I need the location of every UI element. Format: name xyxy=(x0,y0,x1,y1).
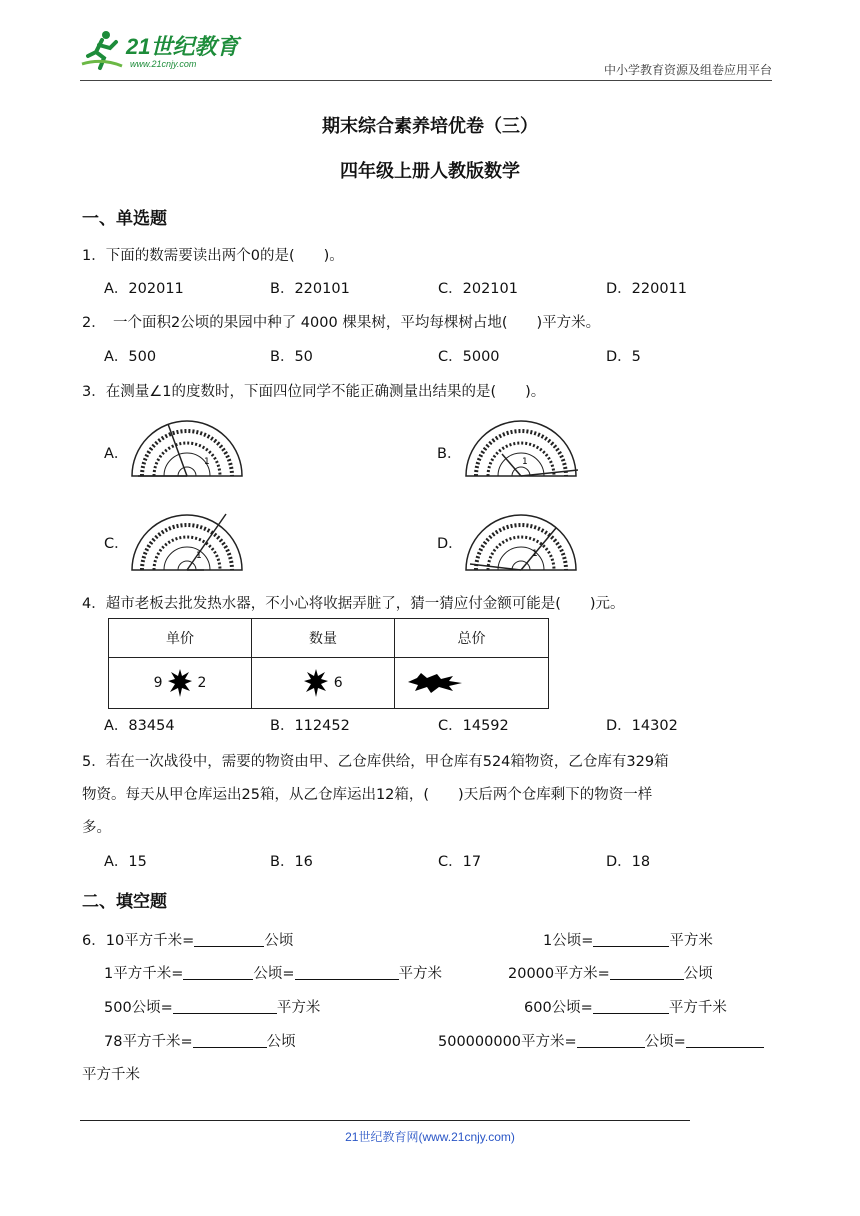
footer-divider xyxy=(80,1120,690,1121)
question-4-text: 4．超市老板去批发热水器，不小心将收据弄脏了，猜一猜应付金额可能是( )元。 xyxy=(82,596,625,612)
answer-blank[interactable] xyxy=(183,965,253,980)
site-logo xyxy=(80,28,280,74)
q3-option-d[interactable]: D． xyxy=(437,536,463,552)
q4-option-d[interactable]: D．14302 xyxy=(606,718,678,734)
question-1-text: 1．下面的数需要读出两个0的是( )。 xyxy=(82,248,344,264)
q2-option-a[interactable]: A．500 xyxy=(104,349,157,365)
q6-row4-left: 78平方千米= 公顷 xyxy=(104,1034,296,1050)
q3-option-a[interactable]: A． xyxy=(104,446,129,462)
header-divider xyxy=(80,80,772,81)
q6-row1-left: 6．10平方千米= 公顷 xyxy=(82,933,294,949)
answer-blank[interactable] xyxy=(193,1033,267,1048)
answer-blank[interactable] xyxy=(686,1033,764,1048)
answer-blank[interactable] xyxy=(194,932,264,947)
platform-name: 中小学教育资源及组卷应用平台 xyxy=(603,63,772,77)
receipt-table xyxy=(108,618,549,709)
q4-option-c[interactable]: C．14592 xyxy=(438,718,509,734)
q4-option-b[interactable]: B．112452 xyxy=(270,718,350,734)
protractor-d-image xyxy=(462,508,578,574)
answer-blank[interactable] xyxy=(173,999,277,1014)
unit-price-first-digit: 9 xyxy=(153,675,163,691)
q5-option-d[interactable]: D．18 xyxy=(606,854,651,870)
runner-logo-icon xyxy=(80,28,124,72)
q3-option-c[interactable]: C． xyxy=(104,536,129,552)
answer-blank[interactable] xyxy=(610,965,684,980)
q2-option-b[interactable]: B．50 xyxy=(270,349,313,365)
angle-1-label: 1 xyxy=(196,551,202,561)
q2-option-d[interactable]: D．5 xyxy=(606,349,641,365)
angle-1-label: 1 xyxy=(522,457,528,467)
angle-1-label: 1 xyxy=(532,549,538,559)
q4-option-a[interactable]: A．83454 xyxy=(104,718,175,734)
q2-option-c[interactable]: C．5000 xyxy=(438,349,500,365)
ink-smudge-icon xyxy=(167,668,193,698)
quantity-last-digit: 6 xyxy=(333,675,343,691)
q6-row2-right: 20000平方米= 公顷 xyxy=(508,966,713,982)
answer-blank[interactable] xyxy=(593,999,669,1014)
answer-blank[interactable] xyxy=(593,932,669,947)
footer-link[interactable]: 21世纪教育网(www.21cnjy.com) xyxy=(345,1130,515,1144)
q1-option-a[interactable]: A．202011 xyxy=(104,281,184,297)
exam-subtitle: 四年级上册人教版数学 xyxy=(340,161,520,182)
section-heading-fill-blank: 二、填空题 xyxy=(82,892,167,912)
question-2-text: 2． 一个面积2公顷的果园中种了 4000 棵果树，平均每棵树占地( )平方米。 xyxy=(82,315,601,331)
q1-option-c[interactable]: C．202101 xyxy=(438,281,518,297)
question-5-line-3: 多。 xyxy=(82,820,111,836)
protractor-a-image xyxy=(128,418,246,480)
logo-url: www.21cnjy.com xyxy=(130,59,197,69)
q5-option-a[interactable]: A．15 xyxy=(104,854,147,870)
angle-1-label: 1 xyxy=(204,457,210,467)
cell-quantity xyxy=(252,658,395,709)
ink-smudge-icon xyxy=(407,672,463,694)
cell-total-price xyxy=(395,658,549,709)
unit-price-last-digit: 2 xyxy=(197,675,207,691)
section-heading-single-choice: 一、单选题 xyxy=(82,209,167,229)
q3-option-b[interactable]: B． xyxy=(437,446,462,462)
q6-row3-left: 500公顷= 平方米 xyxy=(104,1000,321,1016)
cell-unit-price xyxy=(109,658,252,709)
q6-row3-right: 600公顷= 平方千米 xyxy=(524,1000,727,1016)
q6-row5-unit: 平方千米 xyxy=(82,1067,140,1083)
header-unit-price: 单价 xyxy=(109,619,252,658)
q6-row4-right: 500000000平方米= 公顷= xyxy=(438,1030,764,1051)
answer-blank[interactable] xyxy=(295,965,399,980)
header-total-price: 总价 xyxy=(395,619,549,658)
q5-option-c[interactable]: C．17 xyxy=(438,854,482,870)
q1-option-d[interactable]: D．220011 xyxy=(606,281,688,297)
ink-smudge-icon xyxy=(303,668,329,698)
q6-row2-left: 1平方千米= 公顷= 平方米 xyxy=(104,966,443,982)
exam-title: 期末综合素养培优卷（三） xyxy=(322,116,538,137)
header-quantity: 数量 xyxy=(252,619,395,658)
question-5-line-2: 物资。每天从甲仓库运出25箱，从乙仓库运出12箱，( )天后两个仓库剩下的物资一样 xyxy=(82,787,653,803)
q5-option-b[interactable]: B．16 xyxy=(270,854,313,870)
question-3-text: 3．在测量∠1的度数时，下面四位同学不能正确测量出结果的是( )。 xyxy=(82,384,546,400)
q6-row1-right: 1公顷= 平方米 xyxy=(543,933,713,949)
question-5-line-1: 5．若在一次战役中，需要的物资由甲、乙仓库供给，甲仓库有524箱物资，乙仓库有329箱 xyxy=(82,754,669,770)
logo-text: 21世纪教育 xyxy=(126,34,239,59)
protractor-b-image xyxy=(462,418,578,480)
q1-option-b[interactable]: B．220101 xyxy=(270,281,350,297)
answer-blank[interactable] xyxy=(577,1033,645,1048)
protractor-c-image xyxy=(128,508,246,574)
